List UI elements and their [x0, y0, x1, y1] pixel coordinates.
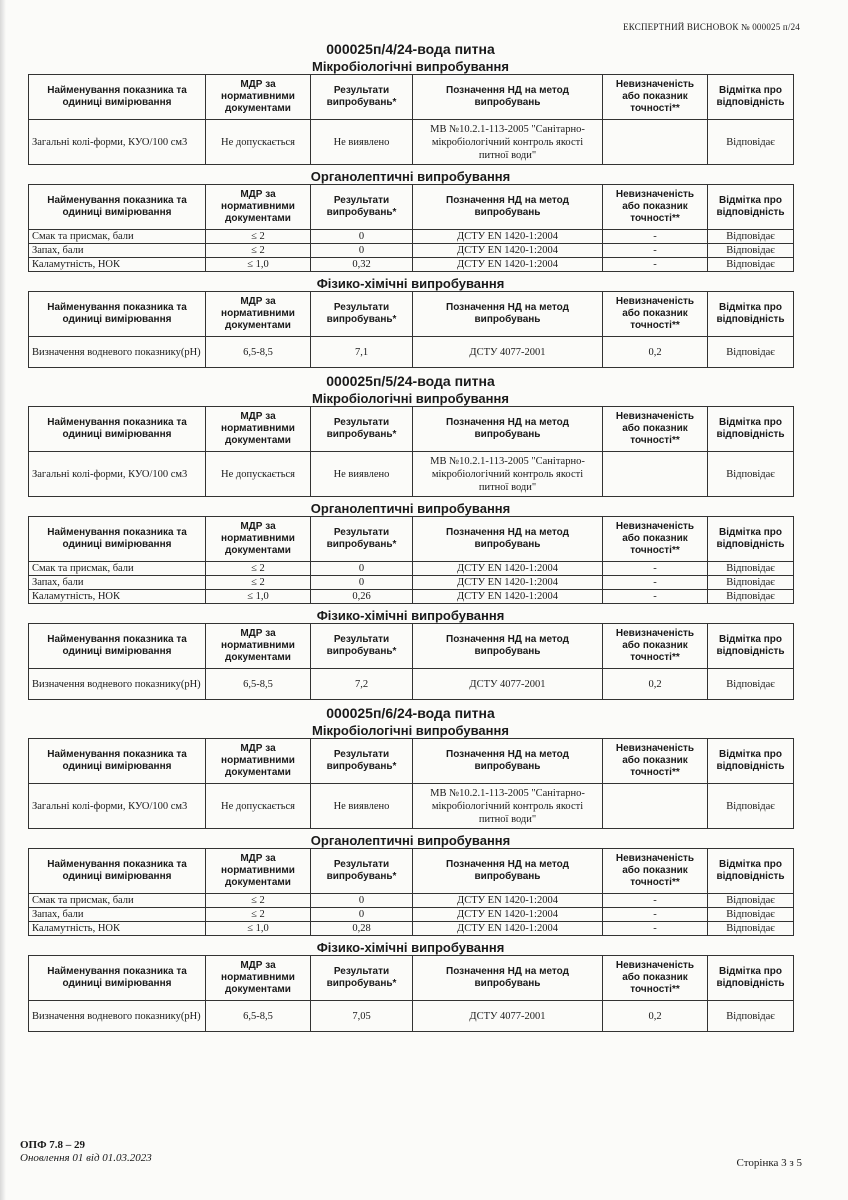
column-header: Відмітка про відповідність	[708, 517, 794, 562]
physicochemical-table	[28, 291, 794, 368]
table-cell: 7,05	[311, 1001, 413, 1032]
table-cell: ≤ 2	[206, 576, 311, 590]
column-header: МДР за нормативними документами	[206, 739, 311, 784]
form-revision: Оновлення 01 від 01.03.2023	[20, 1152, 152, 1164]
column-header: Найменування показника та одиниці вимірювання	[29, 185, 206, 230]
table-cell: Смак та присмак, бали	[29, 562, 206, 576]
table-cell: -	[603, 258, 708, 272]
table-row	[29, 590, 794, 604]
column-header: Відмітка про відповідність	[708, 292, 794, 337]
table-cell: 0,28	[311, 922, 413, 936]
table-cell: 6,5-8,5	[206, 1001, 311, 1032]
table-cell: -	[603, 562, 708, 576]
column-header: МДР за нормативними документами	[206, 407, 311, 452]
table-header-row	[29, 407, 794, 452]
table-cell: ≤ 2	[206, 230, 311, 244]
table-header-row	[29, 75, 794, 120]
table-cell: 0,26	[311, 590, 413, 604]
table-cell: Визначення водневого показнику(рН)	[29, 337, 206, 368]
table-row	[29, 244, 794, 258]
table-cell: ДСТУ 4077-2001	[413, 669, 603, 700]
table-cell: 0,2	[603, 337, 708, 368]
form-footer	[20, 1139, 152, 1165]
table-cell: ≤ 2	[206, 908, 311, 922]
table-cell: 0	[311, 576, 413, 590]
section-title-microbiology: Мікробіологічні випробування	[312, 723, 509, 738]
table-cell: ≤ 1,0	[206, 590, 311, 604]
column-header: Результати випробувань*	[311, 185, 413, 230]
table-header-row	[29, 739, 794, 784]
table-row	[29, 230, 794, 244]
table-cell: 0	[311, 908, 413, 922]
column-header: Результати випробувань*	[311, 517, 413, 562]
table-cell: ДСТУ EN 1420-1:2004	[413, 258, 603, 272]
table-cell: ДСТУ EN 1420-1:2004	[413, 244, 603, 258]
table-cell: 0,2	[603, 669, 708, 700]
table-cell: 7,2	[311, 669, 413, 700]
table-cell: Відповідає	[708, 784, 794, 829]
sample-title: 000025п/6/24-вода питна	[326, 705, 495, 721]
section-title-organoleptic: Органолептичні випробування	[310, 833, 511, 848]
table-row	[29, 908, 794, 922]
column-header: Невизначеність або показник точності**	[603, 849, 708, 894]
section-title-organoleptic: Органолептичні випробування	[310, 501, 511, 516]
table-cell: Запах, бали	[29, 576, 206, 590]
section-title-microbiology: Мікробіологічні випробування	[312, 391, 509, 406]
column-header: Результати випробувань*	[311, 956, 413, 1001]
section-title-organoleptic: Органолептичні випробування	[310, 169, 511, 184]
column-header: Результати випробувань*	[311, 739, 413, 784]
column-header: Невизначеність або показник точності**	[603, 292, 708, 337]
column-header: Позначення НД на метод випробувань	[413, 407, 603, 452]
table-cell: Каламутність, НОК	[29, 258, 206, 272]
table-cell: ≤ 2	[206, 894, 311, 908]
table-header-row	[29, 517, 794, 562]
column-header: Невизначеність або показник точності**	[603, 956, 708, 1001]
column-header: МДР за нормативними документами	[206, 75, 311, 120]
table-cell: Смак та присмак, бали	[29, 894, 206, 908]
form-code: ОПФ 7.8 – 29	[20, 1139, 86, 1151]
table-cell: Загальні колі-форми, КУО/100 см3	[29, 452, 206, 497]
table-row	[29, 1001, 794, 1032]
table-cell: -	[603, 230, 708, 244]
table-cell: МВ №10.2.1-113-2005 "Санітарно-мікробіологічний контроль якості питної води"	[413, 120, 603, 165]
scan-shadow	[0, 0, 6, 1200]
table-cell: Відповідає	[708, 669, 794, 700]
document-reference: ЕКСПЕРТНИЙ ВИСНОВОК № 000025 п/24	[623, 22, 800, 32]
column-header: Результати випробувань*	[311, 407, 413, 452]
column-header: Результати випробувань*	[311, 75, 413, 120]
column-header: МДР за нормативними документами	[206, 517, 311, 562]
microbiology-table	[28, 406, 794, 497]
table-cell: Відповідає	[708, 894, 794, 908]
table-cell: Не виявлено	[311, 120, 413, 165]
table-cell: Визначення водневого показнику(рН)	[29, 669, 206, 700]
column-header: Найменування показника та одиниці вимірювання	[29, 75, 206, 120]
table-row	[29, 784, 794, 829]
table-cell: -	[603, 894, 708, 908]
organoleptic-table	[28, 516, 794, 604]
table-header-row	[29, 956, 794, 1001]
table-row	[29, 922, 794, 936]
table-cell: ≤ 2	[206, 244, 311, 258]
table-cell: 0,32	[311, 258, 413, 272]
table-cell: Відповідає	[708, 922, 794, 936]
column-header: Результати випробувань*	[311, 292, 413, 337]
column-header: Позначення НД на метод випробувань	[413, 185, 603, 230]
table-cell: Відповідає	[708, 337, 794, 368]
table-cell: ДСТУ EN 1420-1:2004	[413, 562, 603, 576]
table-cell: ДСТУ EN 1420-1:2004	[413, 894, 603, 908]
column-header: Відмітка про відповідність	[708, 407, 794, 452]
table-cell: Загальні колі-форми, КУО/100 см3	[29, 120, 206, 165]
table-cell: -	[603, 244, 708, 258]
table-cell: ≤ 2	[206, 562, 311, 576]
column-header: Найменування показника та одиниці вимірювання	[29, 407, 206, 452]
table-cell: Не допускається	[206, 452, 311, 497]
table-cell: ДСТУ EN 1420-1:2004	[413, 576, 603, 590]
table-cell: 0,2	[603, 1001, 708, 1032]
table-cell: 6,5-8,5	[206, 669, 311, 700]
table-cell: Запах, бали	[29, 908, 206, 922]
table-cell: Відповідає	[708, 576, 794, 590]
table-cell: Каламутність, НОК	[29, 590, 206, 604]
column-header: Найменування показника та одиниці вимірювання	[29, 956, 206, 1001]
table-cell: 7,1	[311, 337, 413, 368]
table-cell: 0	[311, 894, 413, 908]
table-cell: Не допускається	[206, 784, 311, 829]
table-row	[29, 120, 794, 165]
column-header: Невизначеність або показник точності**	[603, 407, 708, 452]
physicochemical-table	[28, 623, 794, 700]
column-header: Невизначеність або показник точності**	[603, 185, 708, 230]
column-header: Позначення НД на метод випробувань	[413, 956, 603, 1001]
table-row	[29, 452, 794, 497]
table-header-row	[29, 849, 794, 894]
table-cell: Не виявлено	[311, 452, 413, 497]
table-cell: ДСТУ 4077-2001	[413, 337, 603, 368]
column-header: Позначення НД на метод випробувань	[413, 849, 603, 894]
sample-title: 000025п/5/24-вода питна	[326, 373, 495, 389]
table-cell: ДСТУ EN 1420-1:2004	[413, 908, 603, 922]
column-header: Невизначеність або показник точності**	[603, 739, 708, 784]
column-header: Найменування показника та одиниці вимірювання	[29, 624, 206, 669]
table-row	[29, 337, 794, 368]
table-cell: Відповідає	[708, 1001, 794, 1032]
column-header: Невизначеність або показник точності**	[603, 517, 708, 562]
table-cell: Не виявлено	[311, 784, 413, 829]
table-cell	[603, 784, 708, 829]
table-cell: Відповідає	[708, 908, 794, 922]
table-cell: Смак та присмак, бали	[29, 230, 206, 244]
table-cell: Не допускається	[206, 120, 311, 165]
section-title-physicochemical: Фізико-хімічні випробування	[316, 940, 505, 955]
table-cell: -	[603, 590, 708, 604]
table-cell: ДСТУ EN 1420-1:2004	[413, 922, 603, 936]
organoleptic-table	[28, 184, 794, 272]
table-cell: -	[603, 922, 708, 936]
table-cell: Відповідає	[708, 452, 794, 497]
column-header: Найменування показника та одиниці вимірювання	[29, 849, 206, 894]
column-header: Результати випробувань*	[311, 849, 413, 894]
table-cell: Відповідає	[708, 244, 794, 258]
table-row	[29, 894, 794, 908]
table-cell: 0	[311, 244, 413, 258]
column-header: Відмітка про відповідність	[708, 849, 794, 894]
table-cell: Відповідає	[708, 258, 794, 272]
table-cell: МВ №10.2.1-113-2005 "Санітарно-мікробіологічний контроль якості питної води"	[413, 784, 603, 829]
column-header: Найменування показника та одиниці вимірювання	[29, 739, 206, 784]
column-header: Позначення НД на метод випробувань	[413, 624, 603, 669]
table-cell: Загальні колі-форми, КУО/100 см3	[29, 784, 206, 829]
table-cell: ≤ 1,0	[206, 258, 311, 272]
table-cell: ≤ 1,0	[206, 922, 311, 936]
table-cell: 6,5-8,5	[206, 337, 311, 368]
column-header: Невизначеність або показник точності**	[603, 624, 708, 669]
table-cell: 0	[311, 230, 413, 244]
table-row	[29, 562, 794, 576]
section-title-microbiology: Мікробіологічні випробування	[312, 59, 509, 74]
column-header: Відмітка про відповідність	[708, 624, 794, 669]
table-cell: Відповідає	[708, 120, 794, 165]
column-header: Позначення НД на метод випробувань	[413, 517, 603, 562]
table-header-row	[29, 185, 794, 230]
page-number: Сторінка 3 з 5	[736, 1157, 802, 1169]
sample-title: 000025п/4/24-вода питна	[326, 41, 495, 57]
column-header: Відмітка про відповідність	[708, 956, 794, 1001]
column-header: Відмітка про відповідність	[708, 185, 794, 230]
table-cell: Відповідає	[708, 590, 794, 604]
column-header: Позначення НД на метод випробувань	[413, 739, 603, 784]
table-cell	[603, 120, 708, 165]
table-cell: Каламутність, НОК	[29, 922, 206, 936]
column-header: МДР за нормативними документами	[206, 185, 311, 230]
table-row	[29, 258, 794, 272]
table-cell: Визначення водневого показнику(рН)	[29, 1001, 206, 1032]
column-header: МДР за нормативними документами	[206, 849, 311, 894]
table-cell: 0	[311, 562, 413, 576]
table-row	[29, 576, 794, 590]
column-header: МДР за нормативними документами	[206, 956, 311, 1001]
table-cell: ДСТУ 4077-2001	[413, 1001, 603, 1032]
table-header-row	[29, 624, 794, 669]
microbiology-table	[28, 738, 794, 829]
column-header: Найменування показника та одиниці вимірювання	[29, 517, 206, 562]
microbiology-table	[28, 74, 794, 165]
table-cell: ДСТУ EN 1420-1:2004	[413, 230, 603, 244]
table-cell: ДСТУ EN 1420-1:2004	[413, 590, 603, 604]
table-row	[29, 669, 794, 700]
table-cell: Відповідає	[708, 562, 794, 576]
column-header: Відмітка про відповідність	[708, 75, 794, 120]
section-title-physicochemical: Фізико-хімічні випробування	[316, 276, 505, 291]
report-content	[28, 40, 793, 1036]
physicochemical-table	[28, 955, 794, 1032]
column-header: Відмітка про відповідність	[708, 739, 794, 784]
table-cell: -	[603, 908, 708, 922]
column-header: МДР за нормативними документами	[206, 292, 311, 337]
table-cell: Запах, бали	[29, 244, 206, 258]
column-header: Найменування показника та одиниці вимірювання	[29, 292, 206, 337]
column-header: Результати випробувань*	[311, 624, 413, 669]
organoleptic-table	[28, 848, 794, 936]
column-header: Позначення НД на метод випробувань	[413, 292, 603, 337]
table-header-row	[29, 292, 794, 337]
section-title-physicochemical: Фізико-хімічні випробування	[316, 608, 505, 623]
column-header: МДР за нормативними документами	[206, 624, 311, 669]
column-header: Позначення НД на метод випробувань	[413, 75, 603, 120]
table-cell: Відповідає	[708, 230, 794, 244]
table-cell: -	[603, 576, 708, 590]
column-header: Невизначеність або показник точності**	[603, 75, 708, 120]
table-cell: МВ №10.2.1-113-2005 "Санітарно-мікробіологічний контроль якості питної води"	[413, 452, 603, 497]
table-cell	[603, 452, 708, 497]
